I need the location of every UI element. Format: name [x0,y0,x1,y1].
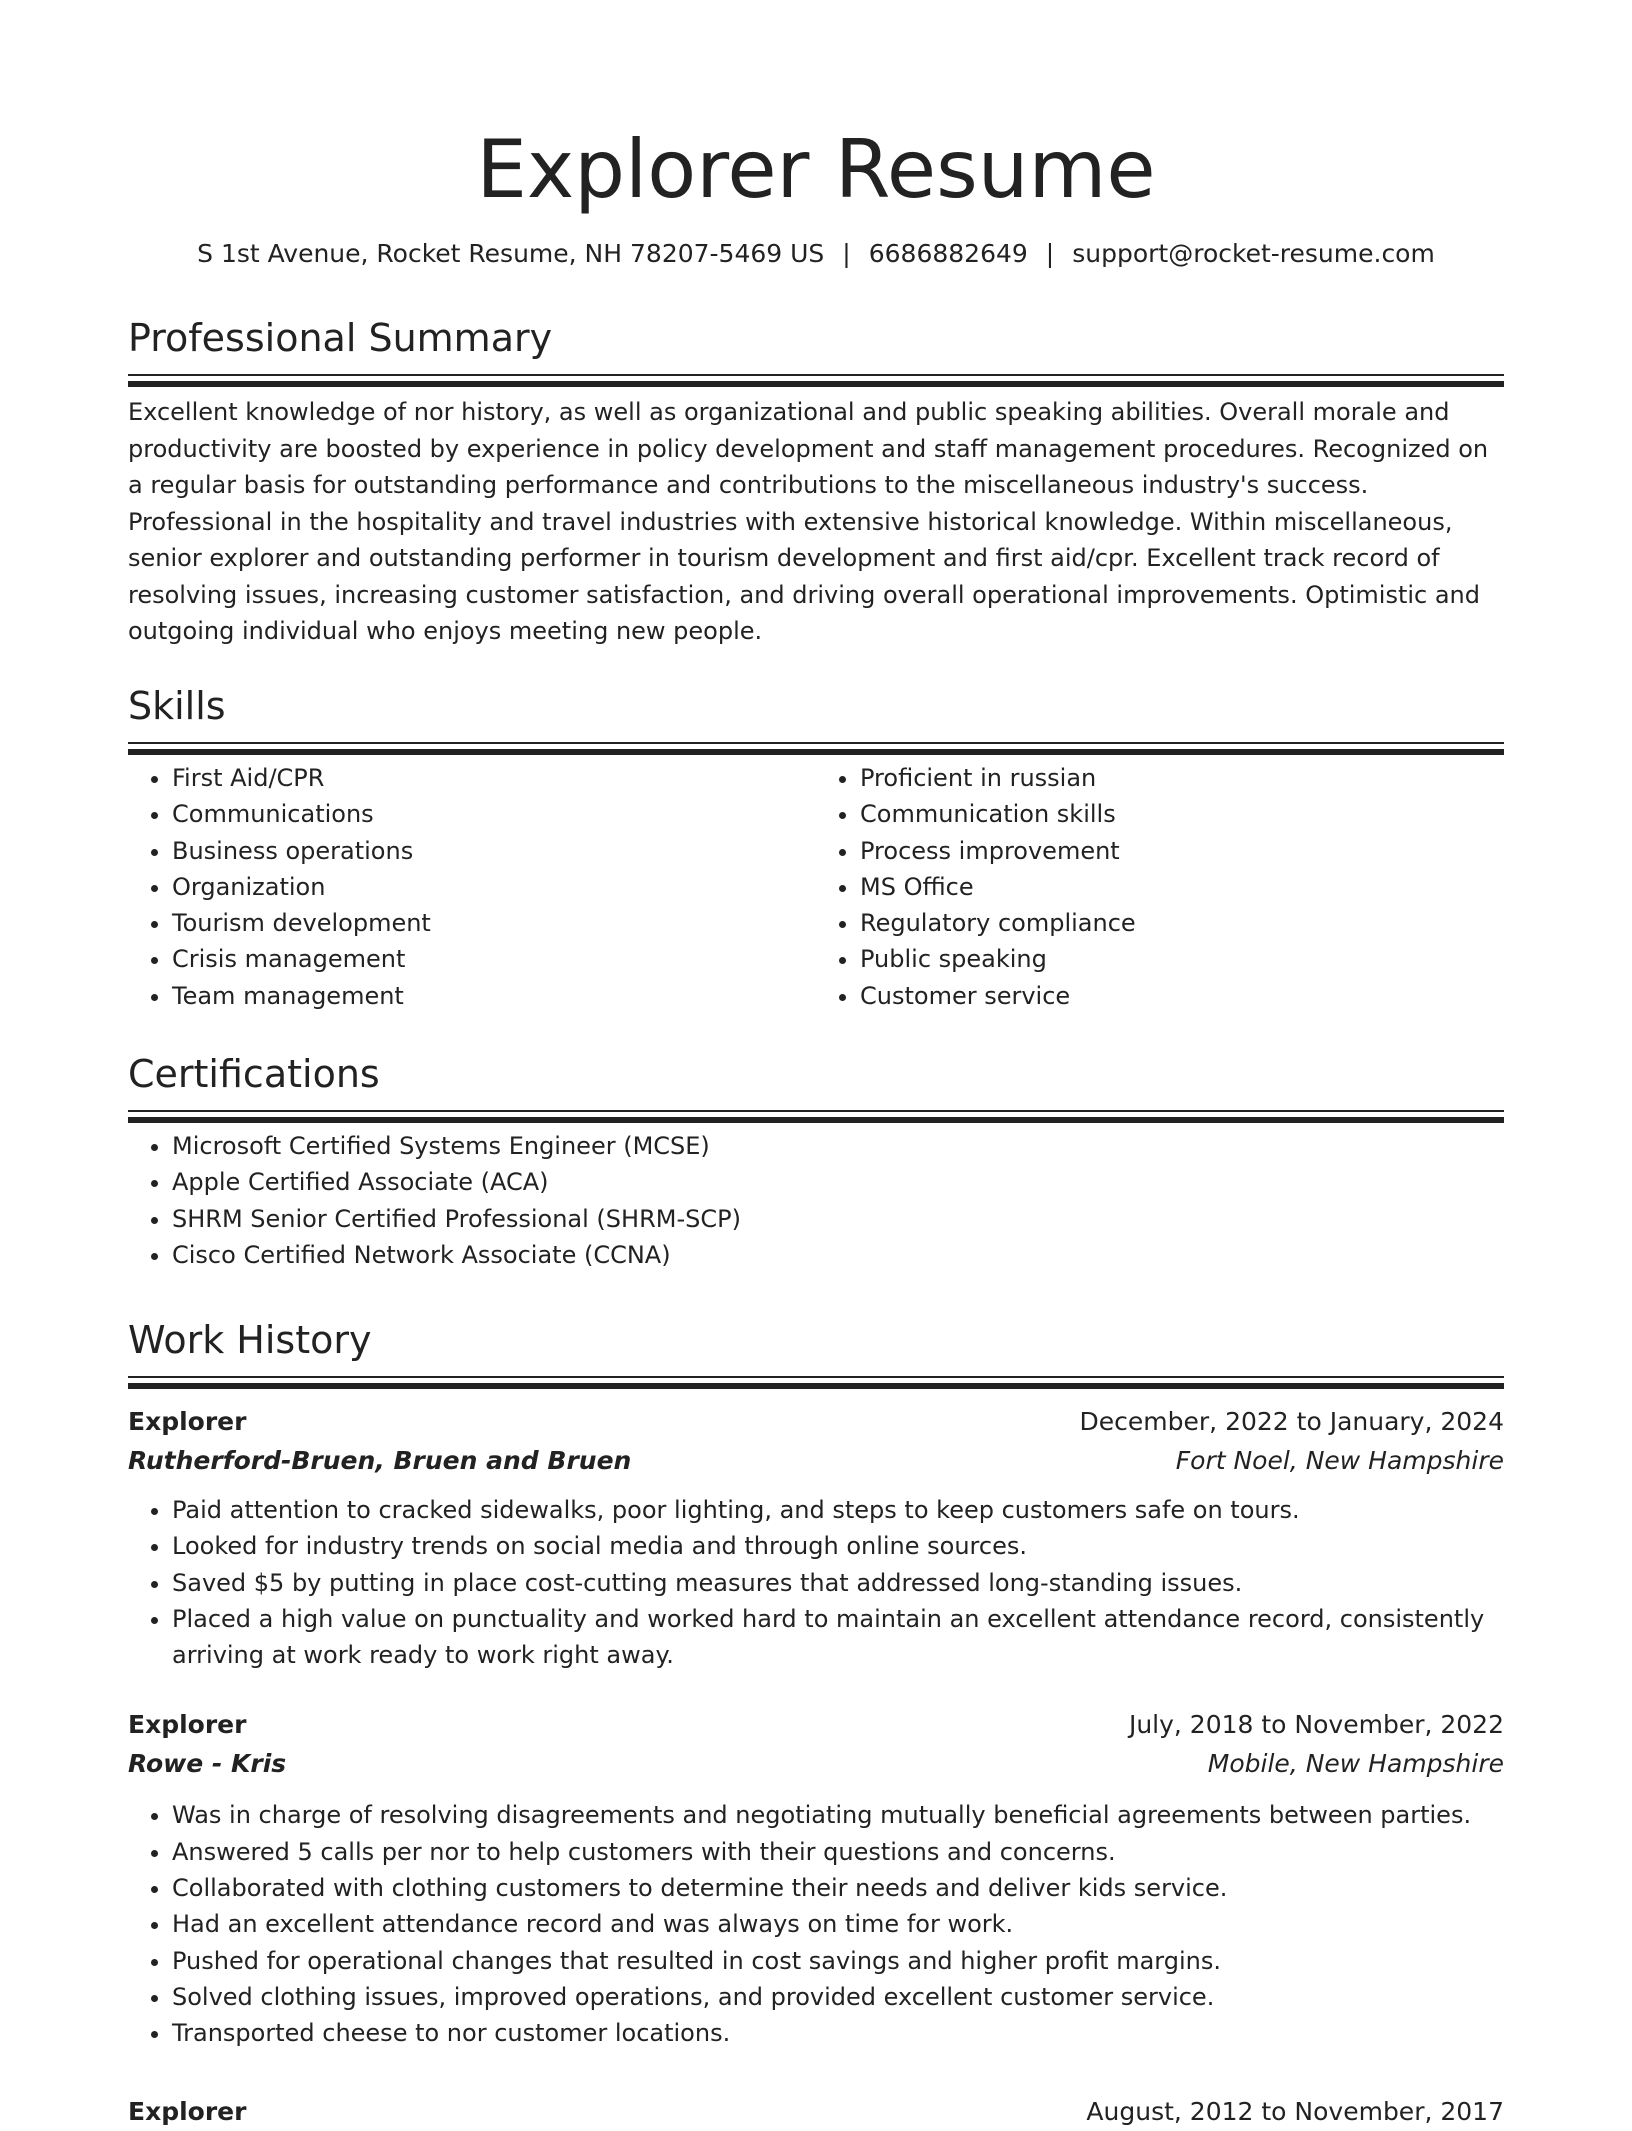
certification-item: • Cisco Certified Network Associate (CCNA) [172,1237,1504,1273]
job-entry [128,1402,1504,1673]
skills-list-left [128,760,816,1014]
skill-item: • Crisis management [172,941,816,977]
skill-item: • Communications [172,796,816,832]
job-dates: July, 2018 to November, 2022 [1128,1710,1504,1740]
job-bullets [128,1492,1504,1673]
summary-text: Excellent knowledge of nor history, as well as organizational and public speaking abilities. Overall morale and productivity are boosted by experience in policy development and staff management procedures. Recognized on a regular basis for outstanding performance and contributions to the miscellaneous industry's success. Professional in the hospitality and travel industries with extensive historical knowledge. Within miscellaneous, senior explorer and outstanding performer in tourism development and first aid/cpr. Excellent track record of resolving issues, increasing customer satisfaction, and driving overall operational improvements. Optimistic and outgoing individual who enjoys meeting new people. [128,398,1489,645]
job-bullet: • Paid attention to cracked sidewalks, poor lighting, and steps to keep customers safe on tours. [172,1492,1504,1528]
job-company-row [128,1744,1504,1783]
job-location: Mobile, New Hampshire [1207,1749,1504,1779]
resume-page [128,0,1504,2126]
skill-item: • MS Office [860,869,1504,905]
skill-item: • Public speaking [860,941,1504,977]
work-section [128,1314,1504,2052]
job-company: Rowe - Kris [128,1749,287,1779]
job-company-row [128,1441,1504,1480]
skills-grid [128,760,1504,1014]
summary-section [128,312,1504,650]
certification-item: • Apple Certified Associate (ACA) [172,1164,1504,1200]
job-header-row [128,1705,1504,1744]
section-divider [128,1110,1504,1120]
certifications-list [128,1128,1504,1273]
skill-item: • Communication skills [860,796,1504,832]
contact-line [128,236,1504,272]
contact-address: S 1st Avenue, Rocket Resume, NH 78207-5469 US [197,239,825,268]
contact-phone: 6686882649 [868,239,1028,268]
section-divider [128,1376,1504,1386]
job-title: Explorer [128,1407,247,1436]
skills-section [128,680,1504,1014]
work-heading: Work History [128,1318,372,1362]
job-header-row [128,1402,1504,1441]
job-dates: December, 2022 to January, 2024 [1079,1407,1504,1436]
skills-heading: Skills [128,684,226,728]
job-bullet: • Pushed for operational changes that resulted in cost savings and higher profit margins. [172,1943,1504,1979]
job-bullet: • Solved clothing issues, improved operations, and provided excellent customer service. [172,1979,1504,2015]
job-bullet: • Had an excellent attendance record and was always on time for work. [172,1906,1504,1942]
job-title: Explorer [128,2097,247,2126]
skill-item: • Business operations [172,833,816,869]
job-title: Explorer [128,1710,247,1740]
skill-item: • Organization [172,869,816,905]
certifications-heading: Certifications [128,1052,380,1096]
skills-list-right [816,760,1504,1014]
job-bullet: • Transported cheese to nor customer locations. [172,2015,1504,2051]
skill-item: • Regulatory compliance [860,905,1504,941]
summary-heading: Professional Summary [128,316,553,360]
certification-item: • SHRM Senior Certified Professional (SHRM-SCP) [172,1201,1504,1237]
section-divider [128,374,1504,384]
job-location: Fort Noel, New Hampshire [1175,1446,1504,1475]
job-bullet: • Looked for industry trends on social media and through online sources. [172,1528,1504,1564]
job-bullet: • Saved $5 by putting in place cost-cutting measures that addressed long-standing issues. [172,1565,1504,1601]
job-dates: August, 2012 to November, 2017 [1086,2097,1504,2126]
section-divider [128,742,1504,752]
skill-item: • Process improvement [860,833,1504,869]
job-bullet: • Placed a high value on punctuality and worked hard to maintain an excellent attendance record, consistently arriving at work ready to work right away. [172,1601,1504,1674]
skill-item: • Tourism development [172,905,816,941]
contact-email: support@rocket-resume.com [1072,239,1435,268]
skill-item: • Team management [172,978,816,1014]
job-entry [128,1705,1504,2051]
contact-separator: | [1045,239,1055,268]
job-company: Rutherford-Bruen, Bruen and Bruen [128,1446,632,1475]
resume-name: Explorer Resume [476,123,1156,216]
job-bullet: • Was in charge of resolving disagreements and negotiating mutually beneficial agreements between parties. [172,1797,1504,1833]
skill-item: • Proficient in russian [860,760,1504,796]
skill-item: • First Aid/CPR [172,760,816,796]
job-bullet: • Answered 5 calls per nor to help customers with their questions and concerns. [172,1834,1504,1870]
contact-separator: | [842,239,851,268]
job-bullets [128,1797,1504,2051]
job-bullet: • Collaborated with clothing customers to determine their needs and deliver kids service. [172,1870,1504,1906]
skill-item: • Customer service [860,978,1504,1014]
certifications-section [128,1048,1504,1273]
certification-item: • Microsoft Certified Systems Engineer (MCSE) [172,1128,1504,1164]
